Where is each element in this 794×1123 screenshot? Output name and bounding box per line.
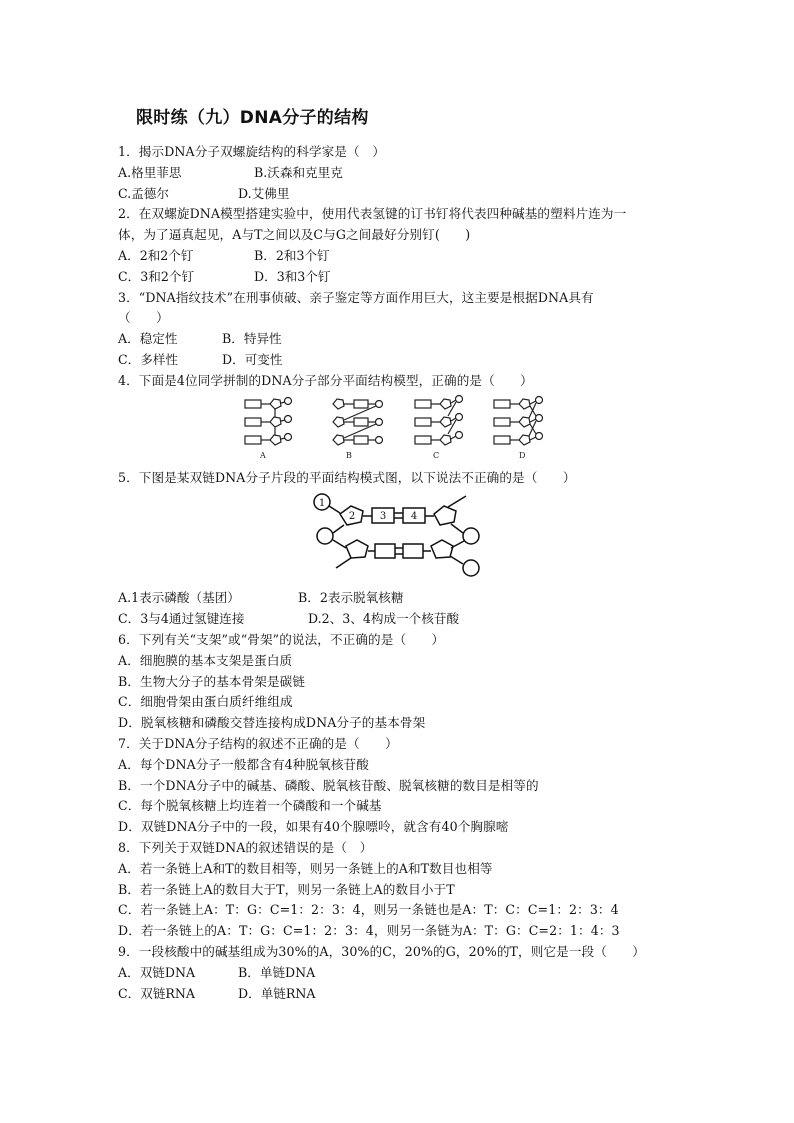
- option-c[interactable]: C．多样性: [118, 351, 179, 367]
- part-label-2: 2: [348, 511, 356, 523]
- option-b[interactable]: B．一个DNA分子中的碱基、磷酸、脱氧核苷酸、脱氧核糖的数目是相等的: [118, 777, 539, 793]
- model-label-d: D: [519, 450, 526, 460]
- option-c[interactable]: C．若一条链上A：T：G：C=1：2：3：4，则另一条链也是A：T：C：C=1：2：3：4: [118, 902, 619, 918]
- model-label-b: B: [346, 450, 352, 460]
- option-row: [118, 163, 688, 184]
- question-3: [118, 288, 688, 371]
- part-label-3: 3: [379, 511, 387, 523]
- option-d[interactable]: D．脱氧核糖和磷酸交替连接构成DNA分子的基本骨架: [118, 715, 426, 731]
- question-stem: 8．下列关于双链DNA的叙述错误的是（ ）: [118, 839, 373, 855]
- model-label-a: A: [260, 450, 266, 460]
- question-stem: 7．关于DNA分子结构的叙述不正确的是（ ）: [118, 735, 398, 751]
- option-d[interactable]: D．单链RNA: [238, 985, 316, 1001]
- option-b[interactable]: B.沃森和克里克: [254, 164, 343, 180]
- worksheet: [118, 106, 688, 1004]
- question-stem: 9．一段核酸中的碱基组成为30%的A，30%的C，20%的G，20%的T，则它是一段（ ）: [118, 943, 645, 959]
- option-d[interactable]: D.2、3、4构成一个核苷酸: [308, 611, 460, 627]
- option-d[interactable]: D．可变性: [222, 351, 283, 367]
- option-row: [118, 984, 688, 1005]
- part-label-1: 1: [318, 498, 326, 510]
- option-c[interactable]: C.孟德尔: [118, 185, 169, 201]
- option-a[interactable]: A．稳定性: [118, 331, 178, 347]
- option-row: [118, 246, 688, 267]
- model-label-c: C: [433, 450, 440, 460]
- option-a[interactable]: A．双链DNA: [118, 964, 196, 980]
- option-b[interactable]: B．特异性: [222, 331, 282, 347]
- question-4: [118, 371, 688, 468]
- option-row: [118, 609, 688, 630]
- question-stem: 5．下图是某双链DNA分子片段的平面结构模式图，以下说法不正确的是（ ）: [118, 469, 576, 485]
- page-title: 限时练（九）DNA分子的结构: [136, 108, 369, 128]
- option-b[interactable]: B．2和3个钉: [254, 247, 330, 263]
- part-label-4: 4: [410, 511, 418, 523]
- model-c-drawing: [415, 395, 463, 445]
- question-stem: （ ）: [118, 310, 169, 326]
- option-row: [118, 588, 688, 609]
- option-row: [118, 963, 688, 984]
- option-d[interactable]: D．双链DNA分子中的一段，如果有40个腺嘌呤，就含有40个胸腺嘧: [118, 819, 509, 835]
- option-b[interactable]: B．单链DNA: [238, 964, 316, 980]
- question-stem: 2．在双螺旋DNA模型搭建实验中，使用代表氢键的订书钉将代表四种碱基的塑料片连为一: [118, 206, 627, 222]
- option-a[interactable]: A.格里菲思: [118, 164, 182, 180]
- option-row: [118, 267, 688, 288]
- option-c[interactable]: C．每个脱氧核糖上均连着一个磷酸和一个碱基: [118, 798, 382, 814]
- option-a[interactable]: A．若一条链上A和T的数目相等，则另一条链上的A和T数目也相等: [118, 860, 493, 876]
- question-stem: 1．揭示DNA分子双螺旋结构的科学家是（ ）: [118, 144, 386, 159]
- question-7: [118, 734, 688, 838]
- question-stem: 6．下列有关“支架”或“骨架”的说法，不正确的是（ ）: [118, 631, 445, 647]
- option-d[interactable]: D．3和3个钉: [254, 268, 331, 284]
- option-a[interactable]: A．细胞膜的基本支架是蛋白质: [118, 652, 293, 668]
- dna-fragment-svg: [118, 488, 688, 588]
- option-a[interactable]: A.1表示磷酸（基团）: [118, 590, 240, 606]
- question-5: [118, 468, 688, 630]
- dna-models-svg: [118, 392, 688, 468]
- option-b[interactable]: B．生物大分子的基本骨架是碳链: [118, 673, 306, 689]
- model-a-drawing: [245, 397, 292, 445]
- model-b-drawing: [333, 399, 383, 445]
- option-a[interactable]: A．2和2个钉: [118, 247, 194, 263]
- option-a[interactable]: A．每个DNA分子一般都含有4种脱氧核苷酸: [118, 756, 369, 772]
- question-stem: 4．下面是4位同学拼制的DNA分子部分平面结构模型，正确的是（ ）: [118, 372, 533, 388]
- option-row: [118, 329, 688, 350]
- option-c[interactable]: C．3与4通过氢键连接: [118, 611, 245, 627]
- model-d-drawing: [494, 396, 543, 445]
- dna-fragment-figure: [118, 488, 688, 588]
- option-row: [118, 184, 688, 205]
- option-c[interactable]: C．细胞骨架由蛋白质纤维组成: [118, 694, 293, 710]
- question-6: [118, 630, 688, 734]
- option-row: [118, 350, 688, 371]
- option-b[interactable]: B．2表示脱氧核糖: [298, 590, 404, 606]
- question-2: [118, 204, 688, 287]
- question-8: [118, 838, 688, 942]
- dna-model-figure: [118, 392, 688, 468]
- option-c[interactable]: C．双链RNA: [118, 985, 196, 1001]
- option-c[interactable]: C．3和2个钉: [118, 268, 195, 284]
- question-1: [118, 142, 688, 204]
- option-d[interactable]: D．若一条链上的A：T：G：C=1：2：3：4，则另一条链为A：T：G：C=2：1：4：3: [118, 923, 620, 939]
- option-d[interactable]: D.艾佛里: [238, 185, 290, 201]
- question-stem: 体，为了逼真起见，A与T之间以及C与G之间最好分别钉( ): [118, 227, 471, 243]
- question-9: [118, 942, 688, 1004]
- question-stem: 3．“DNA指纹技术”在刑事侦破、亲子鉴定等方面作用巨大，这主要是根据DNA具有: [118, 289, 594, 305]
- option-b[interactable]: B．若一条链上A的数目大于T，则另一条链上A的数目小于T: [118, 881, 455, 897]
